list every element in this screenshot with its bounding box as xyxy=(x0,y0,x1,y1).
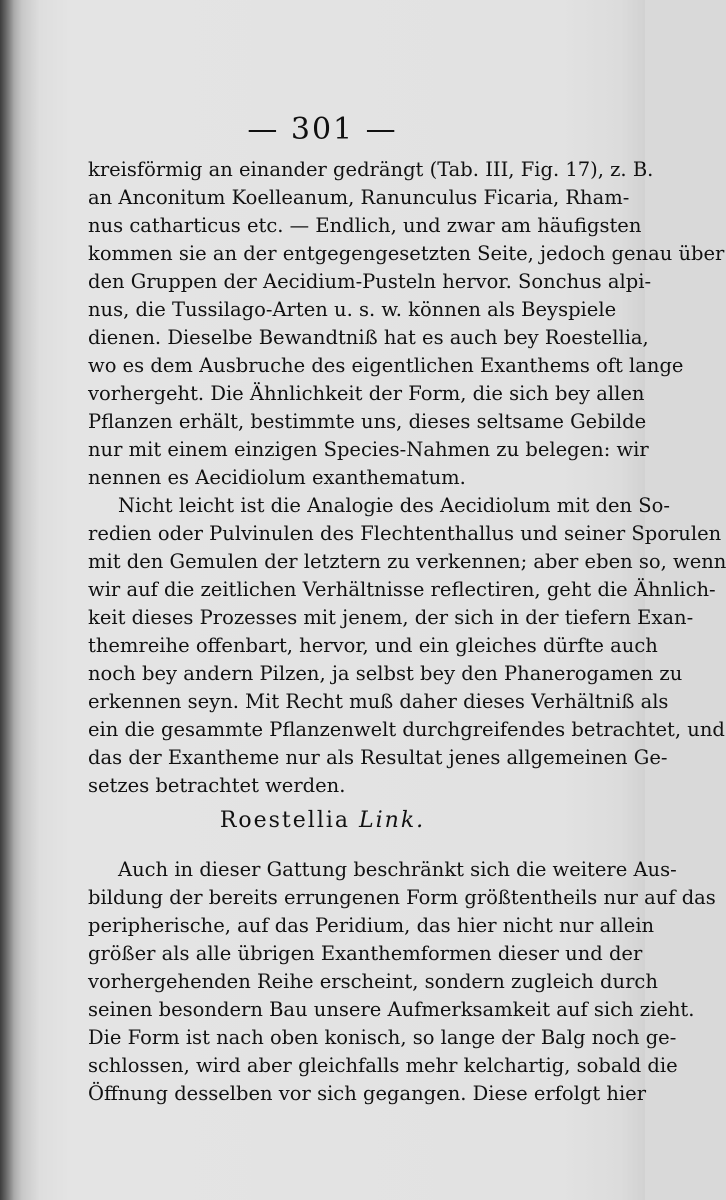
section-heading xyxy=(0,808,645,833)
text-line: vorhergeht. Die Ähnlichkeit der Form, die sich bey allen xyxy=(88,382,645,405)
text-line: Nicht leicht ist die Analogie des Aecidiolum mit den So- xyxy=(118,494,670,517)
text-line: nennen es Aecidiolum exanthematum. xyxy=(88,466,466,489)
text-line: wir auf die zeitlichen Verhältnisse reflectiren, geht die Ähnlich- xyxy=(88,578,716,601)
heading-genus: Roestellia xyxy=(219,808,351,833)
text-line: mit den Gemulen der letztern zu verkennen; aber eben so, wenn xyxy=(88,550,726,573)
text-line: kreisförmig an einander gedrängt (Tab. III, Fig. 17), z. B. xyxy=(88,158,654,181)
text-line: kommen sie an der entgegengesetzten Seite, jedoch genau über xyxy=(88,242,725,265)
text-line: Öffnung desselben vor sich gegangen. Diese erfolgt hier xyxy=(88,1082,647,1105)
text-line: dienen. Dieselbe Bewandtniß hat es auch bey Roestellia, xyxy=(88,326,649,349)
text-line: wo es dem Ausbruche des eigentlichen Exanthems oft lange xyxy=(88,354,684,377)
text-line: Die Form ist nach oben konisch, so lange der Balg noch ge- xyxy=(88,1026,677,1049)
text-line: nur mit einem einzigen Species-Nahmen zu belegen: wir xyxy=(88,438,649,461)
text-line: Auch in dieser Gattung beschränkt sich die weitere Aus- xyxy=(118,858,677,881)
text-line: bildung der bereits errungenen Form größtentheils nur auf das xyxy=(88,886,716,909)
heading-author: Link. xyxy=(359,808,426,833)
text-line: redien oder Pulvinulen des Flechtenthallus und seiner Sporulen xyxy=(88,522,722,545)
text-line: seinen besondern Bau unsere Aufmerksamkeit auf sich zieht. xyxy=(88,998,695,1021)
page-gutter xyxy=(0,0,14,1200)
text-line: ein die gesammte Pflanzenwelt durchgreifendes betrachtet, und xyxy=(88,718,725,741)
text-line: setzes betrachtet werden. xyxy=(88,774,346,797)
page-number: — 301 — xyxy=(247,112,398,147)
text-line: an Anconitum Koelleanum, Ranunculus Ficaria, Rham- xyxy=(88,186,630,209)
text-line: nus, die Tussilago-Arten u. s. w. können als Beyspiele xyxy=(88,298,617,321)
text-line: keit dieses Prozesses mit jenem, der sich in der tiefern Exan- xyxy=(88,606,694,629)
text-line: noch bey andern Pilzen, ja selbst bey den Phanerogamen zu xyxy=(88,662,683,685)
text-line: Pflanzen erhält, bestimmte uns, dieses seltsame Gebilde xyxy=(88,410,647,433)
text-line: erkennen seyn. Mit Recht muß daher dieses Verhältniß als xyxy=(88,690,669,713)
text-line: vorhergehenden Reihe erscheint, sondern zugleich durch xyxy=(88,970,658,993)
text-line: themreihe offenbart, hervor, und ein gleiches dürfte auch xyxy=(88,634,658,657)
text-line: den Gruppen der Aecidium-Pusteln hervor. Sonchus alpi- xyxy=(88,270,652,293)
text-line: nus catharticus etc. — Endlich, und zwar am häufigsten xyxy=(88,214,642,237)
text-line: größer als alle übrigen Exanthemformen dieser und der xyxy=(88,942,643,965)
text-line: das der Exantheme nur als Resultat jenes allgemeinen Ge- xyxy=(88,746,668,769)
text-line: peripherische, auf das Peridium, das hier nicht nur allein xyxy=(88,914,655,937)
text-line: schlossen, wird aber gleichfalls mehr kelchartig, sobald die xyxy=(88,1054,678,1077)
